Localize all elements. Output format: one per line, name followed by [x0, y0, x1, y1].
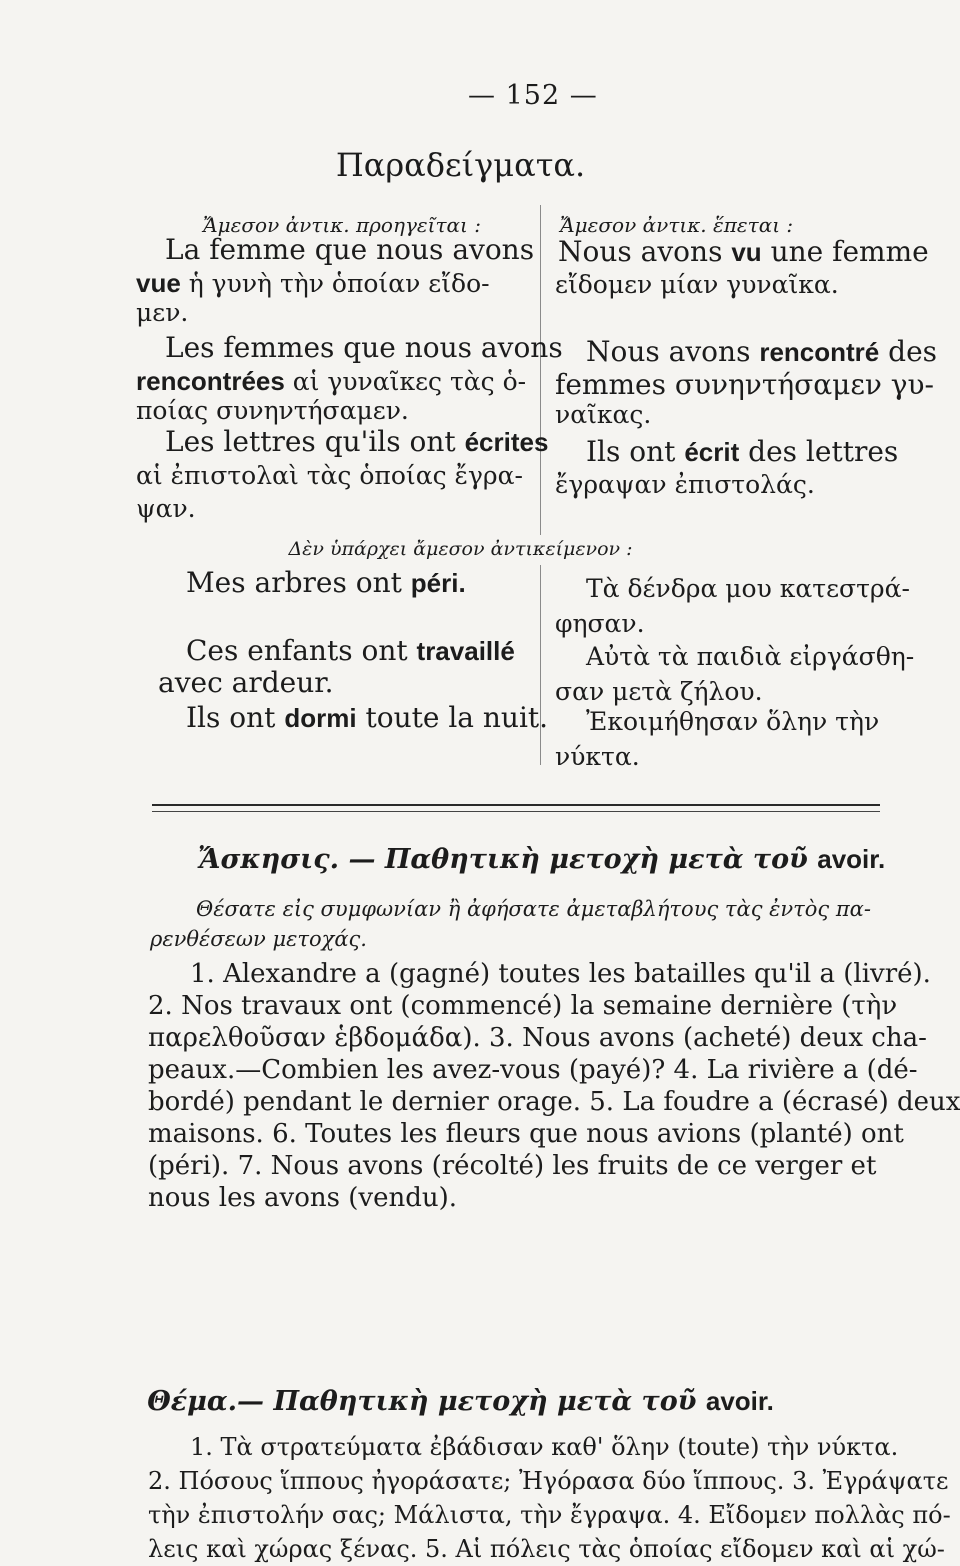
exercise-instruction-1: Θέσατε εἰς συμφωνίαν ἢ ἀφήσατε ἀμεταβλήτους τὰς ἐντὸς πα- [196, 897, 871, 921]
exercise-line: peaux.—Combien les avez-vous (payé)? 4. La rivière a (dé- [148, 1055, 918, 1085]
french-text: Ils ont [186, 701, 285, 734]
french-text: Ces enfants ont [186, 634, 417, 667]
french-text: toute la nuit. [356, 701, 549, 734]
french-text: Ils ont [586, 435, 685, 468]
theme-line: 2. Πόσους ἵππους ἠγοράσατε; Ἠγόρασα δύο ἵππους. 3. Ἐγράψατε [148, 1467, 949, 1495]
example-left-3c: ψαν. [136, 494, 196, 523]
example-right-4b: φησαν. [555, 609, 645, 638]
theme-line: 1. Τὰ στρατεύματα ἐβάδισαν καθ' ὅλην (toute) τὴν νύκτα. [190, 1433, 899, 1461]
french-text: Nous avons [586, 335, 760, 368]
example-right-5a: Αὐτὰ τὰ παιδιὰ εἰργάσθη- [586, 642, 915, 671]
exercise-text [148, 958, 960, 1214]
bold-participle: dormi [284, 703, 357, 733]
french-text: des lettres [739, 435, 899, 468]
greek-text: ἡ γυνὴ τὴν ὁποίαν εἴδο- [180, 269, 490, 298]
bold-participle: écrit [684, 437, 740, 467]
example-left-5b: avec ardeur. [158, 666, 334, 699]
example-left-3a [165, 427, 548, 457]
example-right-1b: εἴδομεν μίαν γυναῖκα. [555, 270, 839, 299]
section-rule-thick [152, 804, 880, 806]
exercise-line: nous les avons (vendu). [148, 1183, 458, 1213]
example-left-5a [186, 636, 515, 666]
bold-participle: travaillé [416, 636, 515, 666]
bold-participle: vu [731, 237, 762, 267]
french-text: des [879, 335, 938, 368]
example-left-1b [136, 268, 490, 299]
exercise-line: 2. Nos travaux ont (commencé) la semaine dernière (τὴν [148, 991, 898, 1021]
greek-text: αἱ γυναῖκες τὰς ὁ- [284, 367, 527, 396]
theme-title-greek: Θέμα.— Παθητικὴ μετοχὴ μετὰ τοῦ [147, 1386, 706, 1417]
bold-participle: rencontrées [136, 366, 285, 396]
bold-participle: vue [136, 268, 181, 298]
example-right-2a [586, 337, 937, 367]
example-left-6 [186, 703, 548, 733]
theme-text [148, 1430, 951, 1566]
theme-line: τὴν ἐπιστολήν σας; Μάλιστα, τὴν ἔγραψα. 4. Εἴδομεν πολλὰς πό- [148, 1501, 951, 1529]
example-right-5b: σαν μετὰ ζήλου. [555, 677, 763, 706]
example-left-2b [136, 366, 526, 397]
example-right-2c: ναῖκας. [555, 400, 652, 429]
example-right-6b: νύκτα. [555, 742, 640, 771]
column-divider-top [540, 205, 541, 535]
column-divider-bottom [540, 565, 541, 765]
page-title: Παραδείγματα. [335, 146, 586, 184]
exercise-line: παρελθοῦσαν ἑβδομάδα). 3. Nous avons (acheté) deux cha- [148, 1023, 927, 1053]
theme-line: λεις καὶ χώρας ξένας. 5. Αἱ πόλεις τὰς ὁποίας εἴδομεν καὶ αἱ χώ- [148, 1535, 945, 1563]
example-right-2b: femmes συνηντήσαμεν γυ- [555, 368, 934, 401]
french-text: Nous avons [558, 235, 732, 268]
bold-participle: écrites [464, 427, 549, 457]
section-rule-thin [152, 811, 880, 812]
example-right-3b: ἔγραψαν ἐπιστολάς. [555, 470, 815, 499]
exercise-instruction-2: ρενθέσεων μετοχάς. [150, 927, 367, 951]
example-left-1c: μεν. [136, 298, 189, 327]
exercise-line: (péri). 7. Nous avons (récolté) les fruits de ce verger et [148, 1151, 877, 1181]
right-column-header: Ἄμεσον ἀντικ. ἕπεται : [560, 213, 794, 237]
page-number: — 152 — [468, 80, 598, 111]
exercise-title-bold: avoir. [817, 844, 886, 874]
example-left-1a: La femme que nous avons [165, 233, 535, 266]
french-text: Mes arbres ont [186, 566, 411, 599]
exercise-line: bordé) pendant le dernier orage. 5. La foudre a (écrasé) deux [148, 1087, 960, 1117]
bold-participle: rencontré [759, 337, 880, 367]
french-text: une femme [761, 235, 929, 268]
french-text: Les lettres qu'ils ont [165, 425, 465, 458]
example-left-2a: Les femmes que nous avons [165, 331, 563, 364]
exercise-line: 1. Alexandre a (gagné) toutes les batailles qu'il a (livré). [190, 959, 931, 989]
exercise-title [198, 844, 885, 875]
example-left-4 [186, 568, 466, 598]
bold-participle: péri. [410, 568, 466, 598]
middle-header: Δὲν ὑπάρχει ἄμεσον ἀντικείμενον : [288, 538, 633, 560]
example-right-6a: Ἐκοιμήθησαν ὅλην τὴν [586, 707, 880, 736]
exercise-line: maisons. 6. Toutes les fleurs que nous avions (planté) ont [148, 1119, 904, 1149]
example-right-3a [586, 437, 898, 467]
left-column-header: Ἄμεσον ἀντικ. προηγεῖται : [203, 213, 481, 237]
theme-title [0, 1386, 921, 1417]
example-left-3b: αἱ ἐπιστολαὶ τὰς ὁποίας ἔγρα- [136, 461, 523, 490]
theme-title-bold: avoir. [705, 1386, 774, 1416]
exercise-title-greek: Ἄσκησις. — Παθητικὴ μετοχὴ μετὰ τοῦ [198, 844, 818, 875]
example-left-2c: ποίας συνηντήσαμεν. [136, 396, 409, 425]
example-right-1a [558, 237, 929, 267]
example-right-4a: Τὰ δένδρα μου κατεστρά- [586, 574, 910, 603]
